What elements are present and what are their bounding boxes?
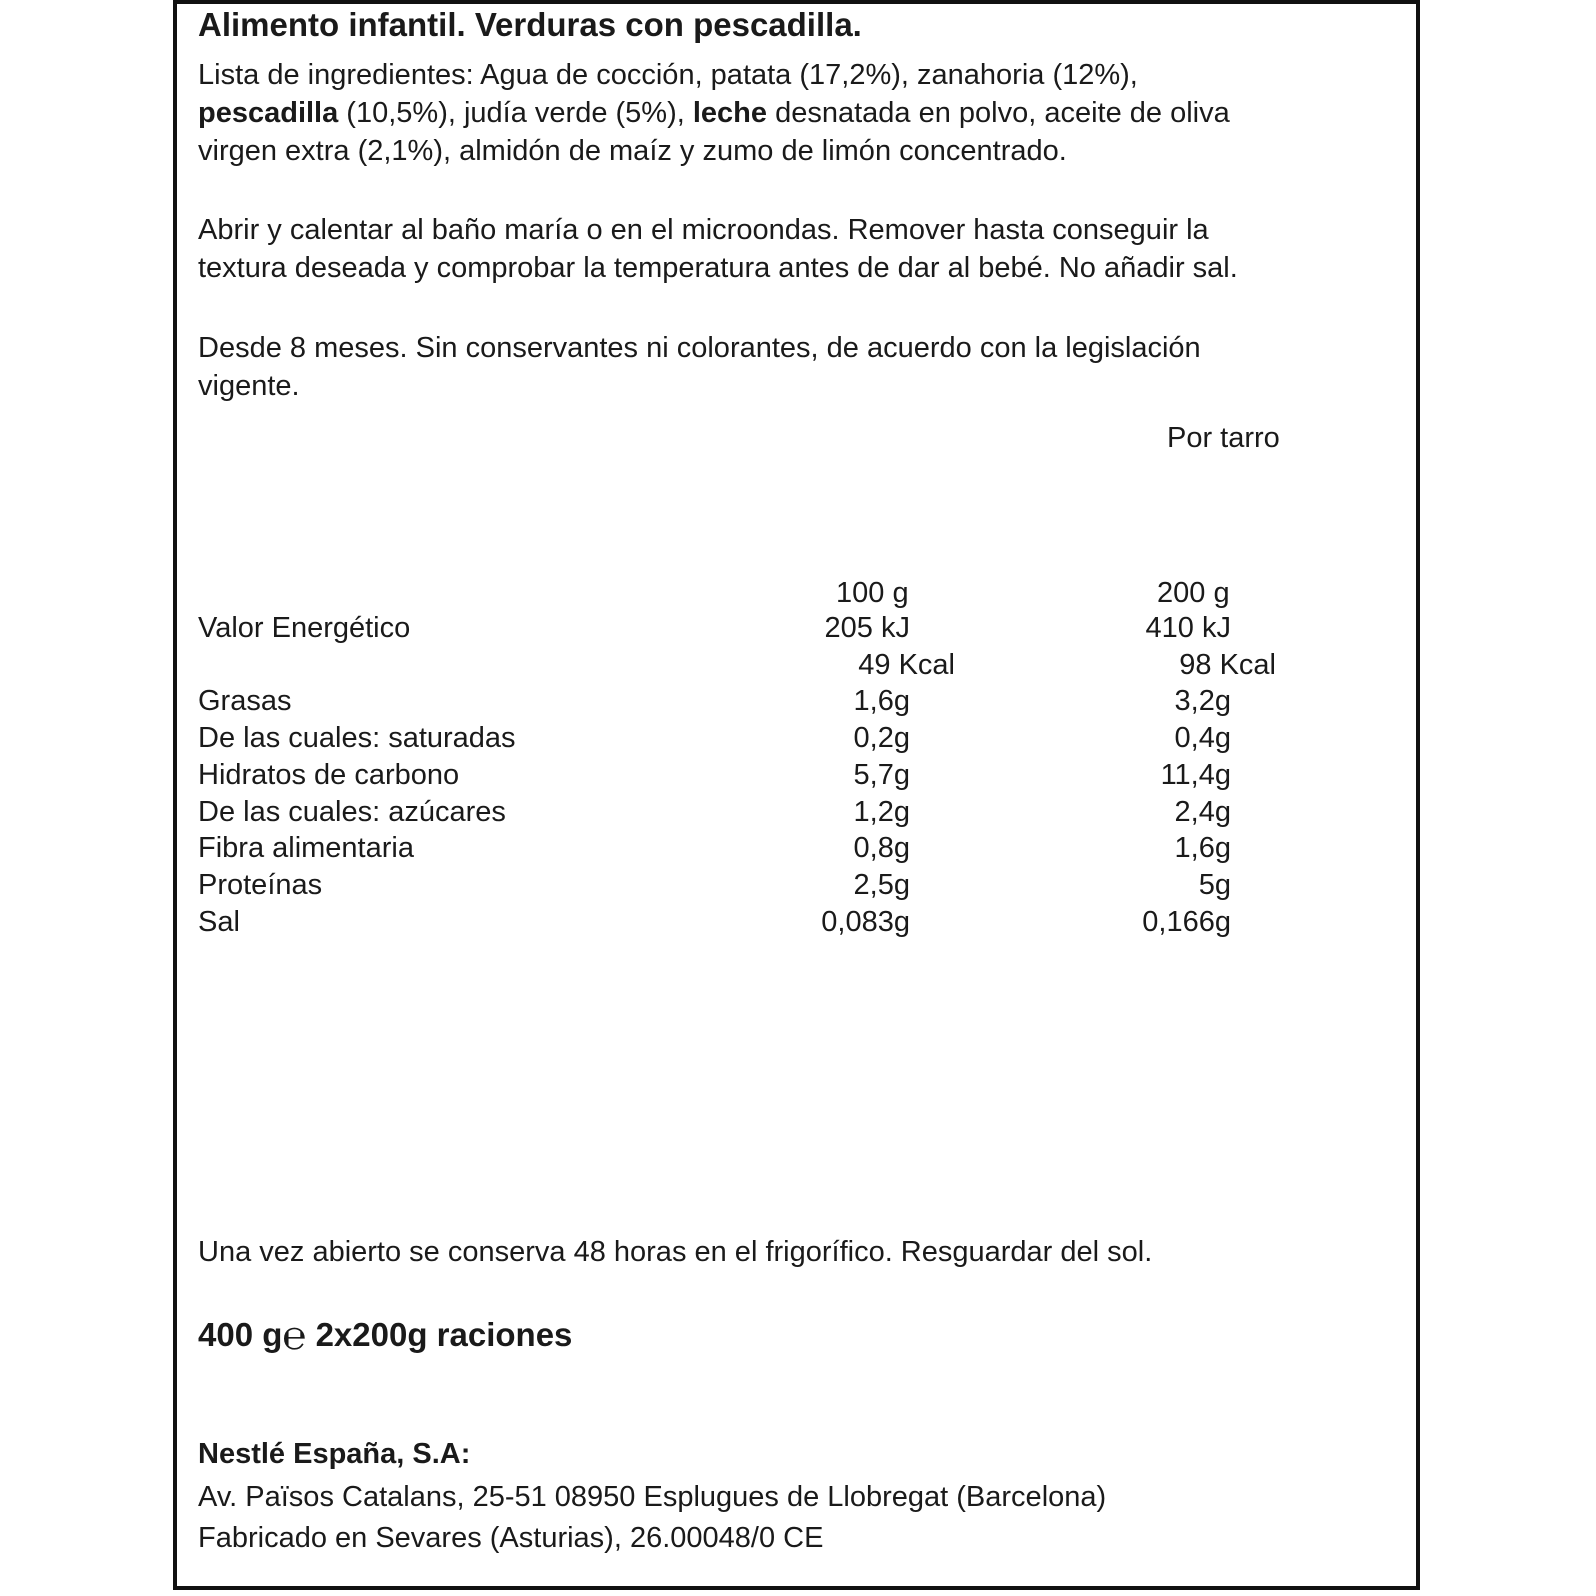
nutrition-row-label: De las cuales: azúcares — [198, 796, 506, 828]
nutrition-value-100g: 1,6g — [853, 685, 910, 717]
nutrition-value-200g: 1,6g — [1174, 832, 1231, 864]
nutrition-value-100g: 1,2g — [853, 796, 910, 828]
nutrition-row-label: Fibra alimentaria — [198, 832, 414, 864]
ingredients-line — [198, 56, 1388, 94]
ingredient-text: virgen extra (2,1%), almidón de maíz y zumo de limón concentrado. — [198, 135, 1067, 167]
ingredients-list — [198, 56, 1388, 170]
nutrition-value-100g: 5,7g — [853, 759, 910, 791]
nutrition-value-200g: 5g — [1198, 869, 1231, 901]
nutrition-value-200g: 98 Kcal — [1179, 649, 1276, 681]
nutrition-row-label: Grasas — [198, 685, 292, 717]
nutrition-row-label: Hidratos de carbono — [198, 759, 460, 791]
ingredients-lines — [198, 56, 1388, 170]
ingredients-line — [198, 132, 1388, 170]
nutrition-value-200g: 3,2g — [1174, 685, 1231, 717]
age-note-line-1: Desde 8 meses. Sin conservantes ni colorantes, de acuerdo con la legislación — [198, 332, 1201, 364]
age-note — [198, 329, 1388, 405]
storage-note: Una vez abierto se conserva 48 horas en el frigorífico. Resguardar del sol. — [198, 1236, 1153, 1268]
product-title: Alimento infantil. Verduras con pescadilla. — [198, 6, 862, 43]
net-weight — [198, 1314, 573, 1358]
manufacturer-origin: Fabricado en Sevares (Asturias), 26.00048/0 CE — [198, 1522, 824, 1554]
nutrition-value-200g: 11,4g — [1160, 759, 1231, 791]
ingredient-allergen: pescadilla — [198, 97, 339, 129]
nutrition-value-200g: 0,166g — [1142, 906, 1231, 938]
net-weight-portions: 2x200g raciones — [315, 1316, 573, 1353]
age-note-line-2: vigente. — [198, 370, 300, 402]
ingredient-allergen: leche — [692, 97, 768, 129]
ingredients-line — [198, 94, 1388, 132]
manufacturer-name: Nestlé España, S.A: — [198, 1438, 471, 1470]
nutrition-value-200g: 410 kJ — [1145, 612, 1231, 644]
ingredient-text: Lista de ingredientes: Agua de cocción, patata (17,2%), zanahoria (12%), — [198, 59, 1138, 91]
nutrition-value-100g: 49 Kcal — [858, 649, 955, 681]
nutrition-value-200g: 2,4g — [1174, 796, 1231, 828]
nutrition-value-100g: 205 kJ — [824, 612, 910, 644]
net-weight-amount: 400 g — [198, 1316, 283, 1353]
nutrition-value-100g: 2,5g — [853, 869, 910, 901]
nutrition-row-label: Proteínas — [198, 869, 323, 901]
ingredient-text: (10,5%), judía verde (5%), — [338, 97, 693, 129]
nutrition-value-200g: 0,4g — [1174, 722, 1231, 754]
nutrition-value-100g: 0,083g — [821, 906, 910, 938]
instructions-line-2: textura deseada y comprobar la temperatura antes de dar al bebé. No añadir sal. — [198, 252, 1238, 284]
nutrition-row-label: Sal — [198, 906, 240, 938]
ingredient-text: desnatada en polvo, aceite de oliva — [767, 97, 1230, 129]
nutrition-value-100g: 0,8g — [853, 832, 910, 864]
per-jar-label: Por tarro — [1167, 422, 1280, 454]
nutrition-row-label: De las cuales: saturadas — [198, 722, 516, 754]
instructions-line-1: Abrir y calentar al baño maría o en el microondas. Remover hasta conseguir la — [198, 214, 1209, 246]
col-header-200g: 200 g — [1157, 577, 1230, 609]
manufacturer-address: Av. Països Catalans, 25-51 08950 Esplugues de Llobregat (Barcelona) — [198, 1481, 1107, 1513]
nutrition-value-100g: 0,2g — [853, 722, 910, 754]
col-header-100g: 100 g — [836, 577, 909, 609]
preparation-instructions — [198, 211, 1388, 287]
nutrition-row-label: Valor Energético — [198, 612, 411, 644]
estimated-sign-icon: ℮ — [282, 1314, 307, 1358]
